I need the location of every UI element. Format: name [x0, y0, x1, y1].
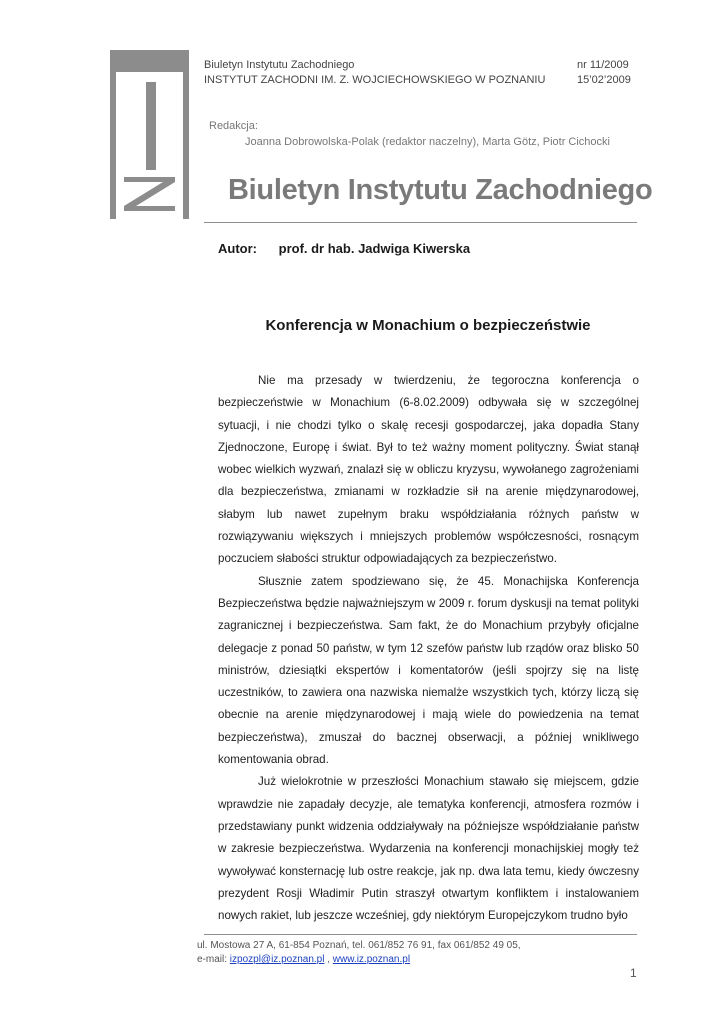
logo-letter-i [146, 82, 156, 170]
institute-logo [110, 50, 189, 219]
paragraph-2: Słusznie zatem spodziewano się, że 45. Monachijska Konferencja Bezpieczeństwa będzie najważniejszym w 2009 r. forum dyskusji na temat polityki zagranicznej i bezpieczeństwa. Sam fakt, że do Monachium przybyły oficjalne delegacje z ponad 50 państw, w tym 12 szefów państw lub rządów oraz blisko 50 ministrów, dziesiątki ekspertów i komentatorów (jeśli spojrzy się na listę uczestników, to zawiera ona nazwiska niemalże wszystkich tych, którzy liczą się obecnie na arenie międzynarodowej i mają wiele do powiedzenia na temat bezpieczeństwa), zmuszał do bacznej obserwacji, a później wnikliwego komentowania obrad. [218, 574, 639, 767]
website-link[interactable]: www.iz.poznan.pl [332, 954, 411, 965]
editorial-names: Joanna Dobrowolska-Polak (redaktor naczelny), Marta Götz, Piotr Cichocki [245, 136, 610, 148]
article-headline: Konferencja w Monachium o bezpieczeństwie [265, 317, 591, 334]
footer-links [197, 953, 521, 967]
email-label: e-mail: [197, 954, 228, 965]
author-name: prof. dr hab. Jadwiga Kiwerska [278, 241, 471, 256]
footer-contact [197, 939, 521, 967]
author-label: Autor: [218, 241, 257, 256]
footer-address: ul. Mostowa 27 A, 61-854 Poznań, tel. 061/852 76 91, fax 061/852 49 05, [197, 940, 521, 951]
article-body [218, 370, 639, 927]
email-link[interactable]: izpozpl@iz.poznan.pl [229, 954, 325, 965]
link-separator: , [327, 954, 331, 965]
title-divider [204, 222, 637, 223]
header-institute-name: INSTYTUT ZACHODNI IM. Z. WOJCIECHOWSKIEGO W POZNANIU [204, 74, 546, 86]
issue-number: nr 11/2009 [577, 59, 629, 71]
author-line [218, 241, 470, 256]
footer-divider [204, 934, 637, 935]
editorial-board [209, 118, 610, 150]
bulletin-title: Biuletyn Instytutu Zachodniego [228, 174, 653, 206]
issue-date: 15’02’2009 [577, 74, 631, 86]
header-publication [204, 58, 545, 88]
header-bulletin-name: Biuletyn Instytutu Zachodniego [204, 59, 355, 71]
paragraph-1: Nie ma przesady w twierdzeniu, że tegoroczna konferencja o bezpieczeństwie w Monachium (6-8.02.2009) odbywała się w szczególnej sytuacji, i nie chodzi tylko o skalę recesji gospodarczej, jaka dopadła Stany Zjednoczone, Europę i świat. Był to też ważny moment polityczny. Świat stanął wobec wielkich wyzwań, znalazł się w obliczu kryzysu, wywołanego zagrożeniami dla bezpieczeństwa, zmianami w rozkładzie sił na arenie międzynarodowej, słabym lub nawet zupełnym braku współdziałania różnych państw w rozwiązywaniu większych i mniejszych problemów współczesności, rosnącym poczuciem słabości struktur odpowiadających za bezpieczeństwo. [218, 374, 639, 566]
page-number: 1 [630, 966, 637, 980]
header-issue-info [577, 58, 631, 88]
logo-letter-z [122, 176, 177, 212]
paragraph-3: Już wielokrotnie w przeszłości Monachium stawało się miejscem, gdzie wprawdzie nie zapadały decyzje, ale tematyka konferencji, atmosfera rozmów i przedstawiany punkt widzenia oddziaływały na późniejsze współdziałanie państw w zakresie bezpieczeństwa. Wydarzenia na konferencji monachijskiej mogły też wywoływać konsternację lub ostre reakcje, jak np. dwa lata temu, kiedy ówczesny prezydent Rosji Władimir Putin straszył otwartym konfliktem i instalowaniem nowych rakiet, lub jeszcze wcześniej, gdy niektórym Europejczykom trudno było [218, 775, 639, 923]
logo-panel [116, 72, 183, 219]
editorial-label: Redakcja: [209, 120, 258, 132]
